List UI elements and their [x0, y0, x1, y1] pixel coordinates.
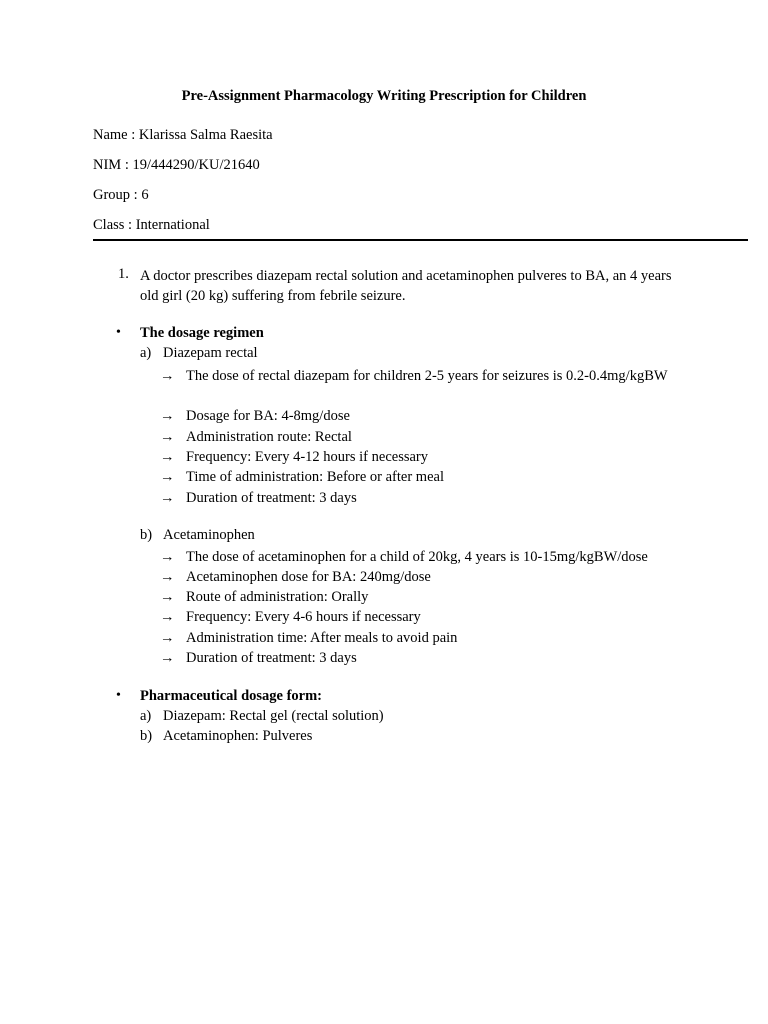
diazepam-item: [160, 406, 680, 426]
acetaminophen-item-text: Route of administration: Orally: [186, 589, 369, 605]
acetaminophen-item: [160, 547, 680, 567]
bullet-icon: •: [116, 325, 121, 340]
diazepam-item: [160, 488, 680, 508]
question-text: A doctor prescribes diazepam rectal solution and acetaminophen pulveres to BA, an 4 years old girl (20 kg) suffering from febrile seizure.: [140, 268, 672, 304]
acetaminophen-item-text: Acetaminophen dose for BA: 240mg/dose: [186, 569, 431, 585]
diazepam-item: [160, 427, 680, 447]
acetaminophen-title: Acetaminophen: [163, 527, 255, 543]
acetaminophen-item-text: Duration of treatment: 3 days: [186, 650, 357, 666]
acetaminophen-item-text: Administration time: After meals to avoid pain: [186, 630, 458, 646]
acetaminophen-item: [160, 587, 680, 607]
student-nim: NIM : 19/444290/KU/21640: [93, 157, 260, 173]
diazepam-item: [160, 467, 680, 487]
bullet-icon: •: [116, 688, 121, 703]
arrow-icon: →: [160, 549, 175, 565]
acetaminophen-item: [160, 567, 680, 587]
arrow-icon: →: [160, 569, 175, 585]
diazepam-item-text: Frequency: Every 4-12 hours if necessary: [186, 449, 428, 465]
acetaminophen-item: [160, 648, 680, 668]
arrow-icon: →: [160, 368, 175, 384]
diazepam-label: a): [140, 345, 152, 361]
student-class: Class : International: [93, 217, 210, 233]
arrow-icon: →: [160, 650, 175, 666]
document-title: Pre-Assignment Pharmacology Writing Prescription for Children: [181, 88, 587, 104]
diazepam-item-text: Dosage for BA: 4-8mg/dose: [186, 408, 350, 424]
dosage-form-text: Diazepam: Rectal gel (rectal solution): [163, 708, 384, 724]
arrow-icon: →: [160, 469, 175, 485]
arrow-icon: →: [160, 630, 175, 646]
student-name: Name : Klarissa Salma Raesita: [93, 127, 273, 143]
arrow-icon: →: [160, 589, 175, 605]
arrow-icon: →: [160, 429, 175, 445]
dosage-form-label: a): [140, 708, 152, 724]
arrow-icon: →: [160, 490, 175, 506]
dosage-form-heading: Pharmaceutical dosage form:: [140, 688, 323, 704]
diazepam-title: Diazepam rectal: [163, 345, 258, 361]
student-group: Group : 6: [93, 187, 149, 203]
diazepam-item-text: Administration route: Rectal: [186, 429, 352, 445]
diazepam-item-text: Duration of treatment: 3 days: [186, 490, 357, 506]
header-divider: [93, 239, 748, 241]
diazepam-item-text: Time of administration: Before or after meal: [186, 469, 444, 485]
arrow-icon: →: [160, 449, 175, 465]
dosage-regimen-heading: The dosage regimen: [140, 325, 264, 341]
acetaminophen-item: [160, 628, 680, 648]
diazepam-item: [160, 447, 680, 467]
arrow-icon: →: [160, 408, 175, 424]
diazepam-item-text: The dose of rectal diazepam for children 2-5 years for seizures is 0.2-0.4mg/kgBW: [186, 368, 668, 384]
acetaminophen-item-text: The dose of acetaminophen for a child of 20kg, 4 years is 10-15mg/kgBW/dose: [186, 549, 648, 565]
acetaminophen-item-text: Frequency: Every 4-6 hours if necessary: [186, 609, 421, 625]
dosage-form-label: b): [140, 728, 153, 744]
diazepam-item: [160, 366, 680, 386]
dosage-form-text: Acetaminophen: Pulveres: [163, 728, 313, 744]
acetaminophen-item: [160, 607, 680, 627]
acetaminophen-label: b): [140, 527, 153, 543]
arrow-icon: →: [160, 609, 175, 625]
question-number: 1.: [118, 266, 129, 282]
